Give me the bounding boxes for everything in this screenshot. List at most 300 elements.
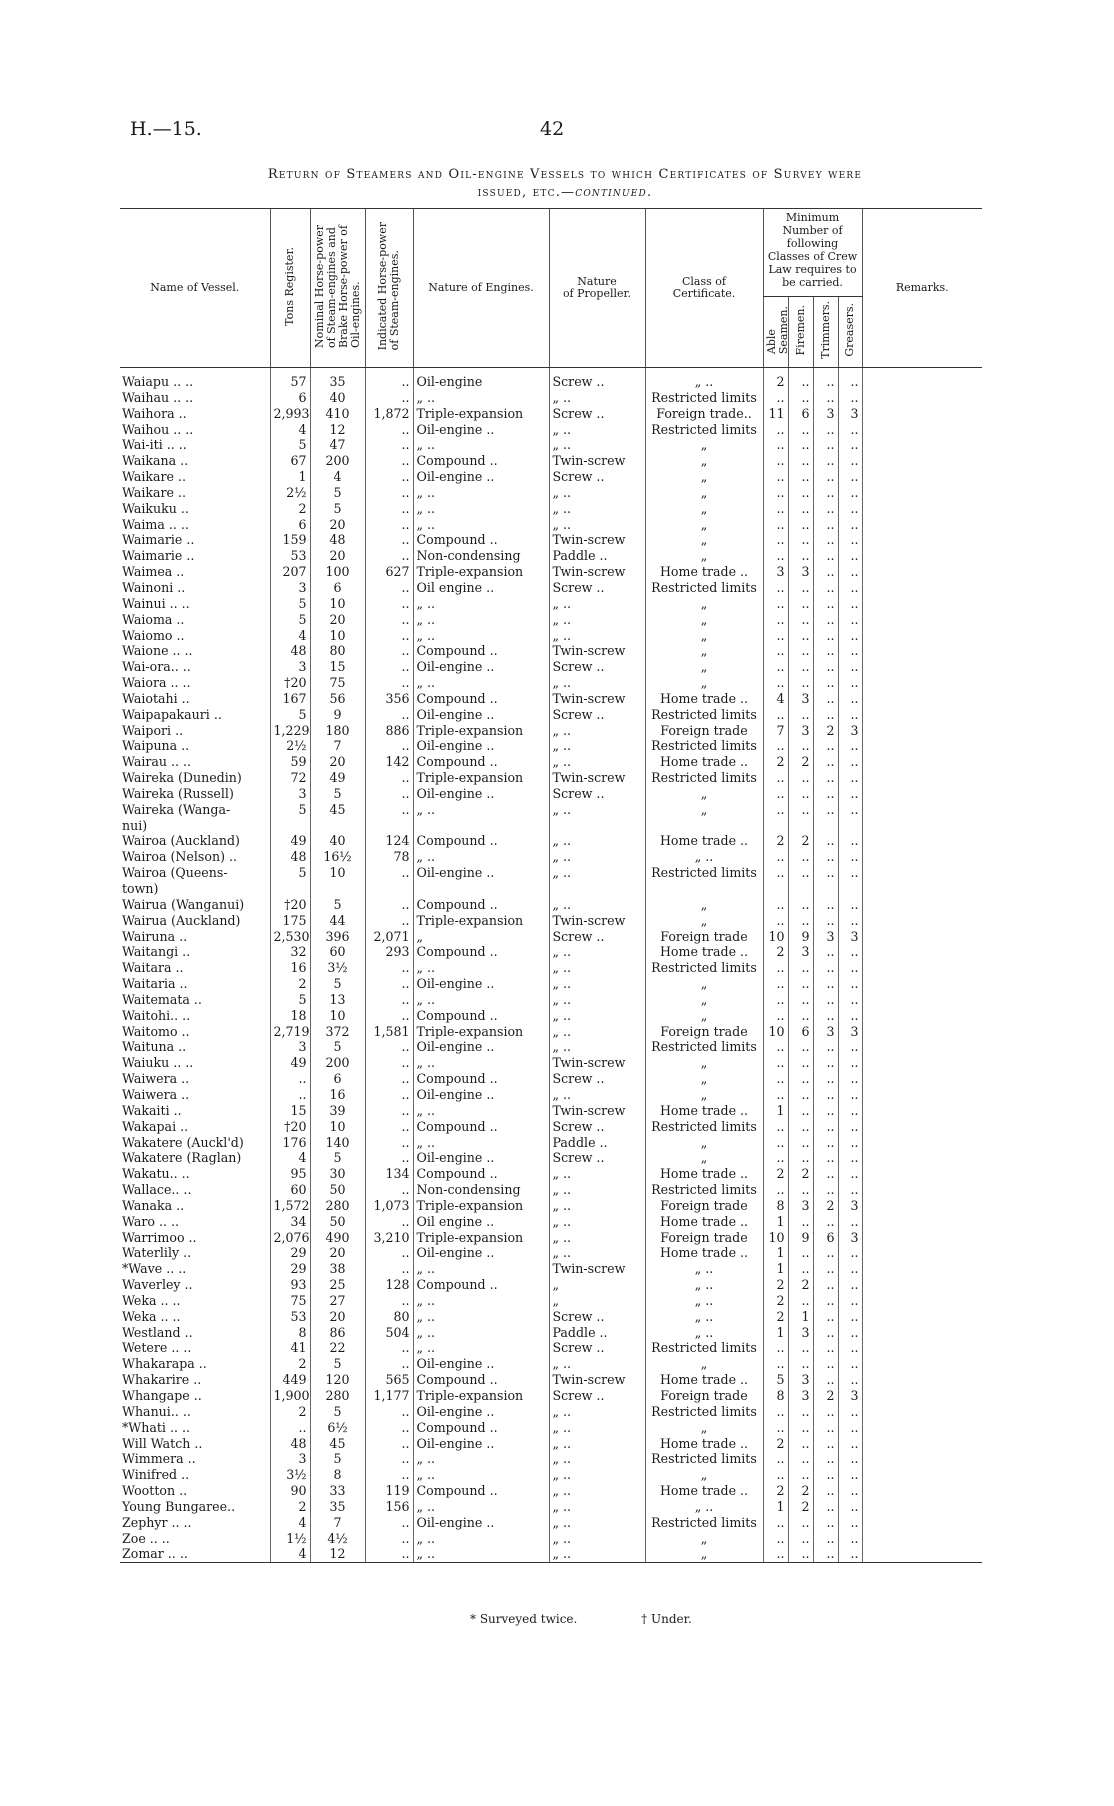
indicated-hp: ..: [365, 1135, 413, 1151]
table-row: [120, 944, 982, 960]
indicated-hp: ..: [365, 1293, 413, 1309]
remarks: [862, 723, 982, 739]
greasers: ..: [838, 770, 862, 786]
propeller-type: „ ..: [549, 944, 645, 960]
engine-type: Non-condensing: [413, 1182, 549, 1198]
nominal-hp: 100: [310, 564, 365, 580]
tons-register: †20: [270, 897, 310, 913]
firemen: ..: [788, 1055, 813, 1071]
vessel-name: Wai-ora.. ..: [122, 659, 191, 675]
tons-register: 2,076: [270, 1230, 310, 1246]
nominal-hp: 33: [310, 1483, 365, 1499]
tons-register: 49: [270, 1055, 310, 1071]
nominal-hp: 180: [310, 723, 365, 739]
greasers: 3: [838, 1230, 862, 1246]
remarks: [862, 437, 982, 453]
greasers: ..: [838, 1087, 862, 1103]
remarks: [862, 1024, 982, 1040]
greasers: 3: [838, 406, 862, 422]
nominal-hp: 410: [310, 406, 365, 422]
propeller-type: „ ..: [549, 1245, 645, 1261]
vessel-name: *Wave .. ..: [122, 1261, 187, 1277]
indicated-hp: ..: [365, 1055, 413, 1071]
firemen: ..: [788, 422, 813, 438]
indicated-hp: 80: [365, 1309, 413, 1325]
indicated-hp: ..: [365, 390, 413, 406]
title-continued: continued.: [575, 185, 653, 200]
engine-type: Oil-engine ..: [413, 1039, 549, 1055]
trimmers: ..: [813, 897, 838, 913]
certificate-class: „ ..: [645, 1309, 763, 1325]
propeller-type: „ ..: [549, 1499, 645, 1515]
table-row: [120, 1071, 982, 1087]
greasers: ..: [838, 1483, 862, 1499]
remarks: [862, 1198, 982, 1214]
vessel-name: Waioma ..: [122, 611, 185, 627]
propeller-type: „ ..: [549, 1166, 645, 1182]
firemen: ..: [788, 596, 813, 612]
table-row: [120, 1198, 982, 1214]
indicated-hp: ..: [365, 1103, 413, 1119]
propeller-type: Twin-screw: [549, 1372, 645, 1388]
certificate-class: [645, 818, 763, 834]
indicated-hp: ..: [365, 469, 413, 485]
firemen: 3: [788, 723, 813, 739]
vessel-name: Waipapakauri ..: [122, 706, 222, 722]
propeller-type: „ ..: [549, 992, 645, 1008]
able-seamen: 3: [763, 564, 788, 580]
table-title: [150, 166, 980, 202]
engine-type: Compound ..: [413, 1119, 549, 1135]
greasers: ..: [838, 754, 862, 770]
nominal-hp: 200: [310, 453, 365, 469]
table-row: [120, 1309, 982, 1325]
trimmers: ..: [813, 691, 838, 707]
propeller-type: Paddle ..: [549, 1135, 645, 1151]
remarks: [862, 1546, 982, 1562]
certificate-class: Restricted limits: [645, 1404, 763, 1420]
trimmers: ..: [813, 1340, 838, 1356]
header-nominal-hp: Nominal Horse-power of Steam-engines and Brake Horse-power of Oil-engines.: [310, 209, 365, 368]
tons-register: 4: [270, 1150, 310, 1166]
engine-type: Compound ..: [413, 691, 549, 707]
table-row: [120, 723, 982, 739]
certificate-class: Foreign trade: [645, 1230, 763, 1246]
table-row: [120, 849, 982, 865]
able-seamen: ..: [763, 596, 788, 612]
able-seamen: ..: [763, 612, 788, 628]
trimmers: 2: [813, 1198, 838, 1214]
vessel-name: Waiapu .. ..: [122, 374, 194, 389]
greasers: 3: [838, 1198, 862, 1214]
trimmers: ..: [813, 628, 838, 644]
propeller-type: „ ..: [549, 1483, 645, 1499]
propeller-type: „ ..: [549, 1008, 645, 1024]
able-seamen: ..: [763, 992, 788, 1008]
certificate-class: Home trade ..: [645, 1483, 763, 1499]
nominal-hp: 4½: [310, 1531, 365, 1547]
vessel-name: Wairau .. ..: [122, 754, 192, 770]
trimmers: ..: [813, 1277, 838, 1293]
nominal-hp: 372: [310, 1024, 365, 1040]
certificate-class: „: [645, 675, 763, 691]
greasers: ..: [838, 628, 862, 644]
remarks: [862, 501, 982, 517]
trimmers: ..: [813, 596, 838, 612]
greasers: ..: [838, 738, 862, 754]
able-seamen: ..: [763, 1546, 788, 1562]
engine-type: „ ..: [413, 485, 549, 501]
greasers: ..: [838, 1356, 862, 1372]
trimmers: ..: [813, 1372, 838, 1388]
propeller-type: „ ..: [549, 849, 645, 865]
greasers: ..: [838, 1277, 862, 1293]
tons-register: 59: [270, 754, 310, 770]
indicated-hp: ..: [365, 1150, 413, 1166]
certificate-class: Home trade ..: [645, 833, 763, 849]
nominal-hp: 20: [310, 517, 365, 533]
certificate-class: Foreign trade: [645, 1388, 763, 1404]
tons-register: 60: [270, 1182, 310, 1198]
firemen: ..: [788, 675, 813, 691]
certificate-class: „: [645, 643, 763, 659]
indicated-hp: ..: [365, 517, 413, 533]
engine-type: Oil-engine ..: [413, 1356, 549, 1372]
firemen: 2: [788, 1483, 813, 1499]
vessel-name: Waitomo ..: [122, 1023, 190, 1039]
table-row: [120, 1103, 982, 1119]
indicated-hp: ..: [365, 1546, 413, 1562]
able-seamen: ..: [763, 802, 788, 818]
firemen: ..: [788, 1404, 813, 1420]
engine-type: Oil-engine ..: [413, 469, 549, 485]
propeller-type: Screw ..: [549, 707, 645, 723]
nominal-hp: 20: [310, 612, 365, 628]
able-seamen: ..: [763, 659, 788, 675]
remarks: [862, 1404, 982, 1420]
remarks: [862, 1055, 982, 1071]
firemen: 3: [788, 691, 813, 707]
firemen: ..: [788, 1420, 813, 1436]
indicated-hp: 886: [365, 723, 413, 739]
table-row: [120, 1483, 982, 1499]
remarks: [862, 1214, 982, 1230]
table-row: [120, 1436, 982, 1452]
firemen: ..: [788, 1436, 813, 1452]
vessel-name: Wairua (Wanganui): [122, 896, 245, 912]
indicated-hp: ..: [365, 437, 413, 453]
trimmers: ..: [813, 368, 838, 390]
able-seamen: ..: [763, 1119, 788, 1135]
nominal-hp: 200: [310, 1055, 365, 1071]
greasers: ..: [838, 913, 862, 929]
nominal-hp: 490: [310, 1230, 365, 1246]
table-row: [120, 1277, 982, 1293]
certificate-class: „: [645, 453, 763, 469]
greasers: 3: [838, 1388, 862, 1404]
indicated-hp: ..: [365, 1404, 413, 1420]
certificate-class: „: [645, 1087, 763, 1103]
engine-type: Compound ..: [413, 532, 549, 548]
tons-register: 2: [270, 501, 310, 517]
tons-register: 6: [270, 517, 310, 533]
engine-type: „ ..: [413, 1293, 549, 1309]
certificate-class: „: [645, 548, 763, 564]
engine-type: „ ..: [413, 960, 549, 976]
indicated-hp: [365, 818, 413, 834]
trimmers: ..: [813, 1420, 838, 1436]
greasers: ..: [838, 422, 862, 438]
propeller-type: [549, 818, 645, 834]
table-row: [120, 786, 982, 802]
tons-register: 4: [270, 1515, 310, 1531]
engine-type: Oil engine ..: [413, 580, 549, 596]
remarks: [862, 1293, 982, 1309]
nominal-hp: 15: [310, 659, 365, 675]
remarks: [862, 453, 982, 469]
remarks: [862, 1467, 982, 1483]
vessel-name: Waimarie ..: [122, 548, 195, 564]
nominal-hp: 10: [310, 865, 365, 881]
engine-type: Oil-engine ..: [413, 1436, 549, 1452]
tons-register: 159: [270, 532, 310, 548]
propeller-type: Twin-screw: [549, 564, 645, 580]
table-row: [120, 1372, 982, 1388]
trimmers: ..: [813, 960, 838, 976]
remarks: [862, 960, 982, 976]
firemen: ..: [788, 368, 813, 390]
nominal-hp: 5: [310, 1039, 365, 1055]
tons-register: 49: [270, 833, 310, 849]
greasers: 3: [838, 929, 862, 945]
footnote-under: † Under.: [641, 1612, 692, 1626]
engine-type: Compound ..: [413, 897, 549, 913]
vessel-name: Waipori ..: [122, 722, 184, 738]
tons-register: 3½: [270, 1467, 310, 1483]
firemen: 3: [788, 1198, 813, 1214]
certificate-class: „: [645, 1531, 763, 1547]
propeller-type: „ ..: [549, 833, 645, 849]
table-row: [120, 881, 982, 897]
indicated-hp: ..: [365, 738, 413, 754]
able-seamen: 10: [763, 1230, 788, 1246]
greasers: ..: [838, 564, 862, 580]
greasers: ..: [838, 517, 862, 533]
remarks: [862, 770, 982, 786]
vessel-name: Waiomo ..: [122, 627, 185, 643]
firemen: ..: [788, 548, 813, 564]
tons-register: 5: [270, 437, 310, 453]
nominal-hp: 35: [310, 368, 365, 390]
indicated-hp: ..: [365, 453, 413, 469]
able-seamen: 8: [763, 1388, 788, 1404]
certificate-class: Restricted limits: [645, 422, 763, 438]
table-row: [120, 1499, 982, 1515]
greasers: ..: [838, 1404, 862, 1420]
engine-type: „ ..: [413, 1055, 549, 1071]
tons-register: 53: [270, 548, 310, 564]
engine-type: Compound ..: [413, 1420, 549, 1436]
nominal-hp: 20: [310, 1245, 365, 1261]
tons-register: 1,229: [270, 723, 310, 739]
certificate-class: „ ..: [645, 1499, 763, 1515]
able-seamen: 10: [763, 1024, 788, 1040]
remarks: [862, 675, 982, 691]
engine-type: „ ..: [413, 390, 549, 406]
engine-type: Triple-expansion: [413, 1024, 549, 1040]
tons-register: 4: [270, 628, 310, 644]
indicated-hp: 156: [365, 1499, 413, 1515]
trimmers: ..: [813, 1261, 838, 1277]
greasers: ..: [838, 1103, 862, 1119]
certificate-class: Foreign trade..: [645, 406, 763, 422]
engine-type: „ ..: [413, 1135, 549, 1151]
table-row: [120, 1546, 982, 1562]
certificate-class: Restricted limits: [645, 738, 763, 754]
greasers: ..: [838, 390, 862, 406]
header-crew-group: Minimum Number of following Classes of Crew Law requires to be carried.: [763, 209, 862, 297]
greasers: ..: [838, 1214, 862, 1230]
propeller-type: Paddle ..: [549, 1325, 645, 1341]
trimmers: ..: [813, 1515, 838, 1531]
indicated-hp: 1,872: [365, 406, 413, 422]
tons-register: 3: [270, 786, 310, 802]
certificate-class: „: [645, 913, 763, 929]
propeller-type: „ ..: [549, 1467, 645, 1483]
vessel-name: Waiuku .. ..: [122, 1055, 194, 1071]
remarks: [862, 1166, 982, 1182]
certificate-class: Home trade ..: [645, 944, 763, 960]
trimmers: [813, 818, 838, 834]
remarks: [862, 1119, 982, 1135]
tons-register: 2,530: [270, 929, 310, 945]
trimmers: ..: [813, 833, 838, 849]
tons-register: 5: [270, 612, 310, 628]
engine-type: Oil engine ..: [413, 1214, 549, 1230]
greasers: ..: [838, 1055, 862, 1071]
remarks: [862, 818, 982, 834]
firemen: ..: [788, 1293, 813, 1309]
trimmers: ..: [813, 1451, 838, 1467]
tons-register: 175: [270, 913, 310, 929]
able-seamen: 2: [763, 1483, 788, 1499]
able-seamen: ..: [763, 485, 788, 501]
table-row: [120, 707, 982, 723]
engine-type: „ ..: [413, 612, 549, 628]
indicated-hp: ..: [365, 960, 413, 976]
remarks: [862, 976, 982, 992]
tons-register: 4: [270, 422, 310, 438]
remarks: [862, 1087, 982, 1103]
table-row: [120, 897, 982, 913]
header-greasers: Greasers.: [838, 296, 862, 367]
nominal-hp: 22: [310, 1340, 365, 1356]
indicated-hp: 293: [365, 944, 413, 960]
able-seamen: ..: [763, 1135, 788, 1151]
firemen: ..: [788, 628, 813, 644]
indicated-hp: ..: [365, 501, 413, 517]
indicated-hp: ..: [365, 1436, 413, 1452]
vessel-name: Westland ..: [122, 1324, 193, 1340]
table-row: [120, 1055, 982, 1071]
table-row: [120, 1230, 982, 1246]
firemen: 9: [788, 1230, 813, 1246]
nominal-hp: 40: [310, 390, 365, 406]
certificate-class: Restricted limits: [645, 1119, 763, 1135]
nominal-hp: 5: [310, 1356, 365, 1372]
tons-register: 6: [270, 390, 310, 406]
trimmers: ..: [813, 580, 838, 596]
table-row: [120, 368, 982, 390]
nominal-hp: 5: [310, 1404, 365, 1420]
vessel-name: Will Watch ..: [122, 1435, 203, 1451]
vessel-name: Waikuku ..: [122, 500, 189, 516]
able-seamen: 5: [763, 1372, 788, 1388]
vessel-name: Zomar .. ..: [120, 1546, 270, 1562]
certificate-class: Restricted limits: [645, 1039, 763, 1055]
table-row: [120, 517, 982, 533]
greasers: [838, 818, 862, 834]
able-seamen: ..: [763, 501, 788, 517]
header-certificate: Class of Certificate.: [645, 209, 763, 368]
able-seamen: 2: [763, 1309, 788, 1325]
able-seamen: 1: [763, 1214, 788, 1230]
able-seamen: ..: [763, 469, 788, 485]
indicated-hp: ..: [365, 532, 413, 548]
tons-register: 449: [270, 1372, 310, 1388]
certificate-class: Home trade ..: [645, 1245, 763, 1261]
trimmers: ..: [813, 643, 838, 659]
table-row: [120, 913, 982, 929]
nominal-hp: 56: [310, 691, 365, 707]
nominal-hp: 10: [310, 628, 365, 644]
nominal-hp: [310, 881, 365, 897]
greasers: ..: [838, 596, 862, 612]
engine-type: Triple-expansion: [413, 770, 549, 786]
remarks: [862, 517, 982, 533]
trimmers: ..: [813, 944, 838, 960]
firemen: ..: [788, 1119, 813, 1135]
remarks: [862, 833, 982, 849]
tons-register: 167: [270, 691, 310, 707]
vessel-name: Waterlily ..: [122, 1245, 192, 1261]
table-row: [120, 1150, 982, 1166]
indicated-hp: ..: [365, 1008, 413, 1024]
vessel-name: Wallace.. ..: [122, 1182, 192, 1198]
vessel-name: Waihora ..: [122, 405, 187, 421]
firemen: ..: [788, 960, 813, 976]
greasers: ..: [838, 992, 862, 1008]
firemen: ..: [788, 517, 813, 533]
able-seamen: 2: [763, 833, 788, 849]
able-seamen: ..: [763, 897, 788, 913]
remarks: [862, 738, 982, 754]
trimmers: ..: [813, 390, 838, 406]
indicated-hp: ..: [365, 976, 413, 992]
vessel-name: Wanaka ..: [122, 1197, 185, 1213]
tons-register: 32: [270, 944, 310, 960]
firemen: ..: [788, 469, 813, 485]
tons-register: 2,993: [270, 406, 310, 422]
firemen: 9: [788, 929, 813, 945]
engine-type: Triple-expansion: [413, 1230, 549, 1246]
page-identifier: H.—15.: [130, 118, 202, 140]
indicated-hp: 78: [365, 849, 413, 865]
indicated-hp: ..: [365, 422, 413, 438]
vessel-name: town): [122, 881, 159, 896]
greasers: 3: [838, 723, 862, 739]
firemen: ..: [788, 802, 813, 818]
